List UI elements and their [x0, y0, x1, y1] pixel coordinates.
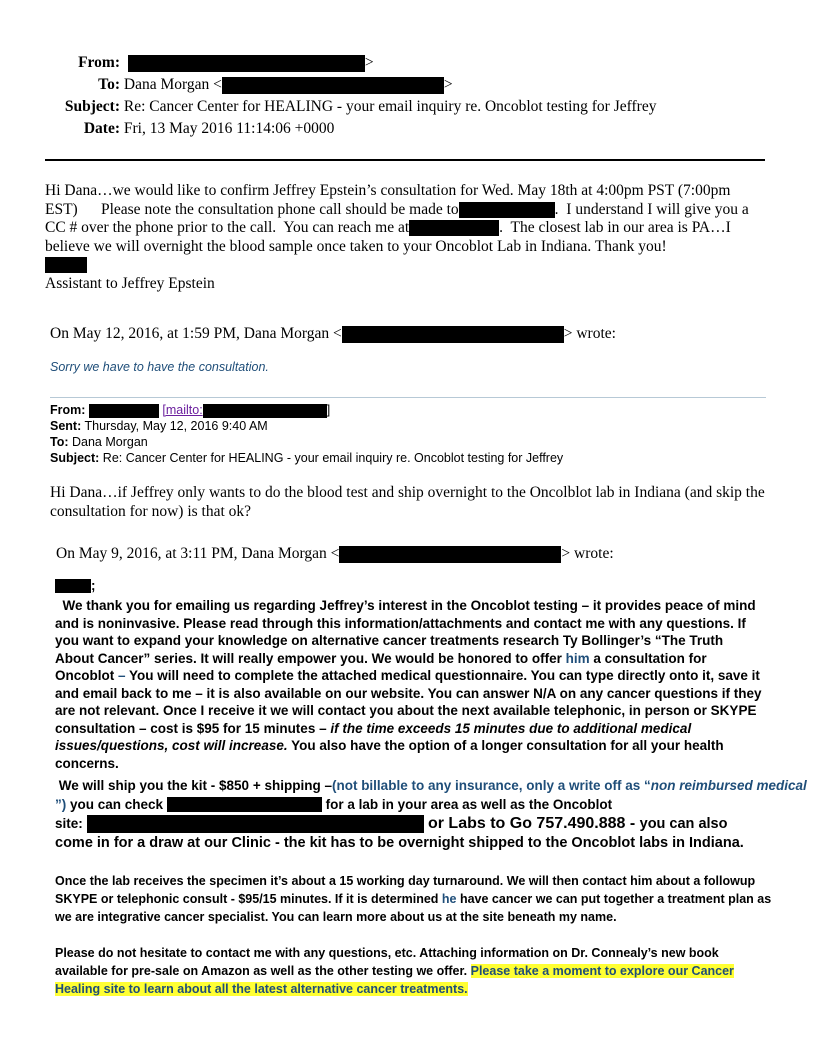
paragraph-kit [55, 777, 807, 852]
text: you can check [66, 796, 164, 812]
paragraph-contact [55, 944, 775, 998]
fwd-to-label: To: [50, 435, 69, 449]
text: You also have the option of a longer consultation for all your health concerns. [55, 738, 724, 771]
forward-body: Hi Dana…if Jeffrey only wants to do the blood test and ship overnight to the Oncolblot lab in Indiana (and skip the consultation for now) is that ok? [50, 484, 765, 520]
sent-text: Thursday, May 12, 2016 9:40 AM [84, 419, 268, 433]
subject-text: Re: Cancer Center for HEALING - your email inquiry re. Oncoblot testing for Jeffrey [123, 98, 657, 115]
text: site: [55, 816, 83, 831]
text: he [441, 892, 457, 906]
text: non reimbursed medical [650, 778, 807, 793]
header-date-row [0, 120, 334, 138]
quote-intro: On May 9, 2016, at 3:11 PM, Dana Morgan < [56, 545, 340, 562]
sent-label: Sent: [50, 419, 82, 433]
header-divider [45, 159, 765, 161]
text: You will need to complete the attached medical questionnaire. You can type directly onto it, save it and email back to me – it is also available on our website. You can answer N/A on any cancer questions if they are not relevant. Once I receive it we will contact you about the next available telephonic, in person or SKYPE consultation – cost is $95 for 15 minutes – [55, 668, 762, 736]
quote-header [50, 325, 616, 344]
quote-wrote: > wrote: [561, 545, 614, 562]
angle-close: > [443, 76, 453, 93]
message-body [45, 182, 775, 293]
text: (not billable to any insurance, only a write off as “ [331, 778, 651, 793]
text: you can also [639, 816, 728, 832]
text: ”) [55, 796, 67, 812]
msg-line: Hi Dana…we would like to confirm Jeffrey Epstein’s consultation for Wed. May 18th at 4:00pm PST (7:00pm [45, 182, 731, 199]
text: for a lab in your area as well as the Oncoblot [325, 796, 613, 812]
text: We will ship you the kit - $850 + shipping – [58, 778, 332, 793]
text: – [118, 668, 126, 683]
text: We thank you for emailing us regarding Jeffrey’s interest in the Oncoblot testing – it provides peace of mind and is noninvasive. Please read through this information/attachments and contact me with any questions. If you want to expand your knowledge on alternative cancer treatments research Ty Bollinger’s “The Truth About Cancer” series. It will really empower you. We would be honored to offer [55, 598, 756, 666]
text: or Labs to Go 757.490.888 - [423, 815, 640, 832]
redacted-block [167, 797, 322, 812]
text: have cancer we can put together a treatment plan as we are integrative cancer specialist. You can learn more about us at the site beneath my name. [55, 892, 772, 924]
fwd-to-text: Dana Morgan [72, 435, 148, 449]
msg-line: believe we will overnight the blood sample once taken to your Oncoblot Lab in Indiana. Thank you! [45, 237, 667, 255]
angle-close: > [364, 54, 374, 71]
highlighted-text: Please take a moment to explore our Cancer Healing site to learn about all the latest alternative cancer treatments. [55, 964, 734, 996]
text: Please do not hesitate to contact me with any questions, etc. Attaching information on Dr. Connealy’s new book available for pre-sale on Amazon as well as the other testing we offer. [55, 946, 719, 978]
redacted-block [342, 326, 564, 343]
signature: Assistant to Jeffrey Epstein [45, 274, 215, 292]
redacted-name [55, 579, 91, 593]
to-name: Dana Morgan < [123, 76, 222, 93]
redacted-block [89, 404, 159, 418]
quote-wrote: > wrote: [563, 325, 616, 342]
header-from-row [0, 54, 374, 72]
msg-text: . The closest lab in our area is PA…I [499, 219, 731, 236]
redacted-block [128, 55, 365, 72]
fwd-subject-label: Subject: [50, 451, 100, 465]
subject-label: Subject: [64, 98, 120, 115]
text: a consultation for Oncoblot [55, 650, 707, 683]
header-to-row [0, 76, 453, 94]
text: if the time exceeds 15 minutes due to additional medical issues/questions, cost will increase. [55, 720, 692, 753]
text: come in for a draw at our Clinic - the kit has to be overnight shipped to the Oncoblot labs in Indiana. [55, 834, 744, 851]
msg-text: EST) Please note the consultation phone call should be made to [45, 200, 459, 218]
redacted-block [87, 815, 424, 833]
date-label: Date: [83, 120, 120, 137]
fwd-subject-text: Re: Cancer Center for HEALING - your email inquiry re. Oncoblot testing for Jeffrey [102, 451, 564, 465]
forward-header [50, 402, 563, 466]
greeting [55, 578, 96, 593]
text: him [565, 650, 590, 666]
date-text: Fri, 13 May 2016 11:14:06 +0000 [123, 120, 335, 137]
reply-text: Sorry we have to have the consultation. [50, 360, 269, 374]
header-subject-row [0, 98, 656, 116]
separator [50, 397, 766, 398]
redacted-block [203, 404, 327, 418]
text: Once the lab receives the specimen it’s about a 15 working day turnaround. We will then contact him about a followup SKYPE or telephonic consult - $95/15 minutes. If it is determined [55, 874, 756, 906]
mailto-link[interactable] [162, 403, 326, 417]
msg-text: . I understand I will give you a [554, 200, 749, 218]
mailto-text: [mailto: [162, 403, 203, 417]
redacted-block [459, 202, 555, 218]
quote-intro: On May 12, 2016, at 1:59 PM, Dana Morgan < [50, 325, 342, 342]
paragraph-lab [55, 872, 775, 926]
redacted-name [45, 257, 87, 273]
redacted-block [339, 546, 561, 563]
fwd-from-label: From: [50, 403, 86, 417]
paragraph-intro [55, 597, 765, 772]
redacted-block [409, 220, 499, 236]
bracket-close: ] [326, 403, 331, 417]
to-label: To: [98, 76, 120, 93]
semicolon: ; [91, 578, 96, 593]
msg-text: CC # over the phone prior to the call. You can reach me at [45, 219, 410, 236]
from-label: From: [78, 54, 120, 71]
quote-header [56, 545, 614, 564]
redacted-block [222, 77, 444, 94]
